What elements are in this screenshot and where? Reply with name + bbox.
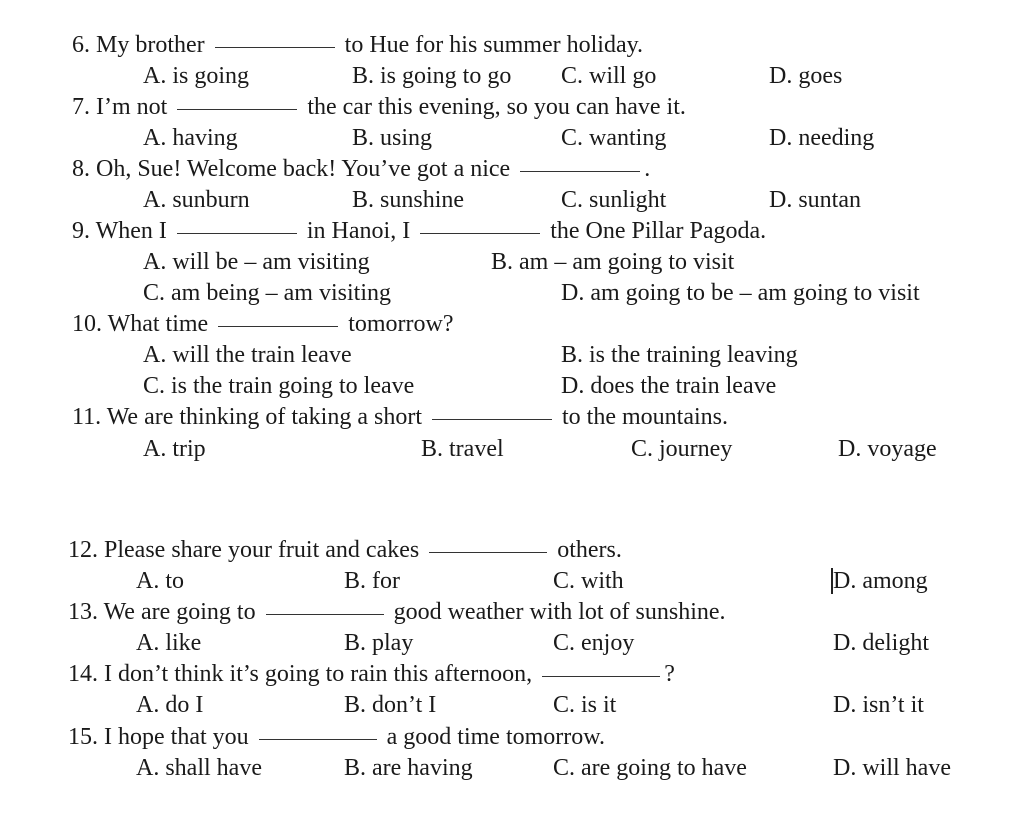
answer-blank — [432, 418, 552, 420]
text-cursor — [831, 568, 833, 594]
question-number: 10. — [72, 311, 102, 337]
question-text: others. — [557, 537, 622, 563]
question-text: I’m not — [96, 94, 168, 120]
option-b: B. is the training leaving — [561, 342, 798, 368]
option-b: B. play — [344, 630, 414, 656]
answer-blank — [429, 551, 547, 553]
option-a: A. is going — [143, 63, 250, 89]
question-text: Oh, Sue! Welcome back! You’ve got a nice — [96, 156, 511, 182]
option-c: C. are going to have — [553, 755, 747, 781]
option-d: D. does the train leave — [561, 373, 777, 399]
answer-blank — [266, 613, 384, 615]
option-d: D. needing — [769, 125, 875, 151]
option-c: C. journey — [631, 436, 733, 462]
question-text: to Hue for his summer holiday. — [344, 32, 644, 58]
question-11-stem — [72, 402, 728, 432]
answer-blank — [215, 46, 335, 48]
option-a: A. like — [136, 630, 202, 656]
option-b: B. for — [344, 568, 400, 594]
answer-blank — [177, 108, 297, 110]
option-c: C. wanting — [561, 125, 667, 151]
question-text: We are going to — [103, 599, 256, 625]
option-a: A. shall have — [136, 755, 262, 781]
question-text: . — [644, 156, 651, 182]
question-9-stem — [72, 216, 766, 246]
option-c: C. enjoy — [553, 630, 635, 656]
question-text: the car this evening, so you can have it. — [307, 94, 686, 120]
option-b: B. is going to go — [352, 63, 512, 89]
question-text: good weather with lot of sunshine. — [393, 599, 726, 625]
question-10-stem — [72, 309, 454, 339]
question-number: 13. — [68, 599, 98, 625]
option-a: A. sunburn — [143, 187, 250, 213]
question-text: tomorrow? — [348, 311, 454, 337]
option-a: A. to — [136, 568, 184, 594]
question-15-stem — [68, 722, 605, 752]
answer-blank — [420, 232, 540, 234]
question-number: 11. — [72, 404, 102, 430]
question-12-stem — [68, 535, 622, 565]
option-c: C. with — [553, 568, 624, 594]
question-number: 9. — [72, 218, 90, 244]
option-b: B. am – am going to visit — [491, 249, 735, 275]
answer-blank — [542, 675, 660, 677]
option-b: B. don’t I — [344, 692, 437, 718]
option-b: B. are having — [344, 755, 473, 781]
option-d: D. voyage — [838, 436, 937, 462]
option-b: B. travel — [421, 436, 504, 462]
option-d: D. among — [833, 568, 928, 594]
option-d: D. suntan — [769, 187, 861, 213]
question-text: the One Pillar Pagoda. — [550, 218, 767, 244]
option-c: C. sunlight — [561, 187, 667, 213]
option-d: D. isn’t it — [833, 692, 924, 718]
question-6-stem — [72, 30, 643, 60]
answer-blank — [177, 232, 297, 234]
question-text: Please share your fruit and cakes — [104, 537, 420, 563]
answer-blank — [520, 170, 640, 172]
question-14-stem — [68, 659, 675, 689]
question-text: My brother — [96, 32, 205, 58]
option-a: A. trip — [143, 436, 206, 462]
option-d: D. goes — [769, 63, 843, 89]
question-13-stem — [68, 597, 726, 627]
option-a: A. do I — [136, 692, 204, 718]
question-text: We are thinking of taking a short — [106, 404, 423, 430]
option-b: B. sunshine — [352, 187, 465, 213]
question-text: to the mountains. — [562, 404, 728, 430]
question-7-stem — [72, 92, 686, 122]
question-number: 12. — [68, 537, 98, 563]
answer-blank — [218, 325, 338, 327]
question-number: 6. — [72, 32, 90, 58]
option-a: A. will be – am visiting — [143, 249, 370, 275]
question-text: I hope that you — [104, 724, 249, 750]
option-a: A. having — [143, 125, 238, 151]
question-text: I don’t think it’s going to rain this afternoon, — [104, 661, 533, 687]
question-text: in Hanoi, I — [306, 218, 411, 244]
question-text: When I — [95, 218, 167, 244]
option-c: C. is it — [553, 692, 617, 718]
option-d: D. am going to be – am going to visit — [561, 280, 920, 306]
answer-blank — [259, 738, 377, 740]
option-d: D. will have — [833, 755, 951, 781]
question-number: 14. — [68, 661, 98, 687]
option-c: C. am being – am visiting — [143, 280, 391, 306]
option-b: B. using — [352, 125, 433, 151]
question-text: ? — [664, 661, 675, 687]
question-text: a good time tomorrow. — [386, 724, 606, 750]
option-c: C. will go — [561, 63, 657, 89]
question-number: 15. — [68, 724, 98, 750]
question-number: 8. — [72, 156, 90, 182]
option-c: C. is the train going to leave — [143, 373, 415, 399]
option-a: A. will the train leave — [143, 342, 352, 368]
question-text: What time — [107, 311, 209, 337]
question-number: 7. — [72, 94, 90, 120]
option-d: D. delight — [833, 630, 929, 656]
question-8-stem — [72, 154, 650, 184]
